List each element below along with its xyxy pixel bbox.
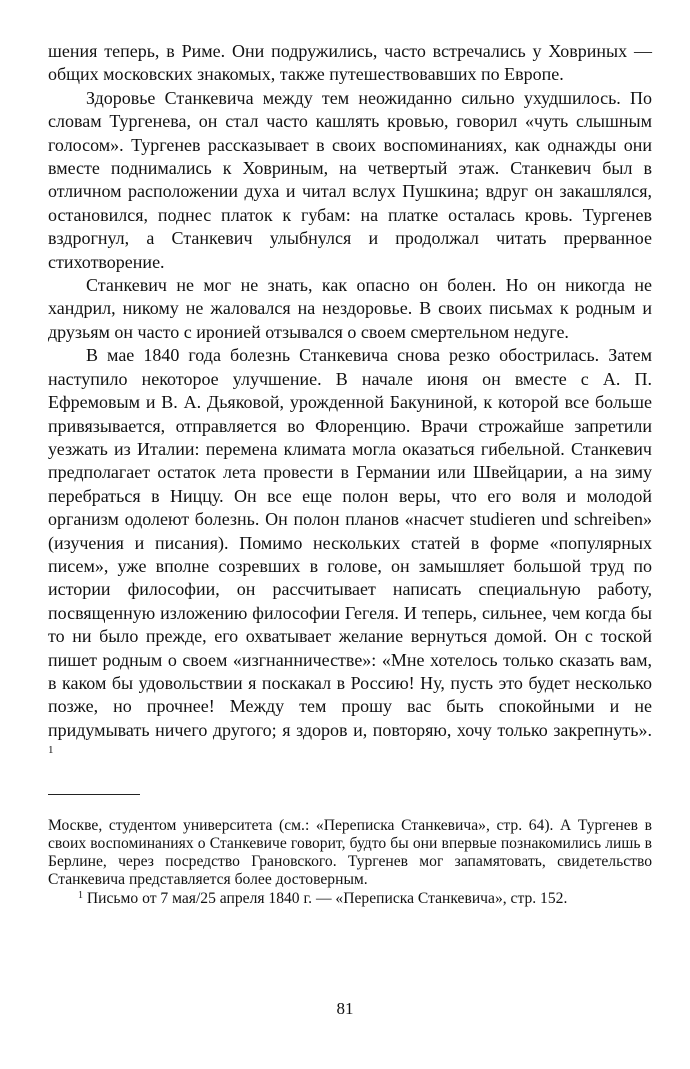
paragraph: Станкевич не мог не знать, как опасно он болен. Но он никогда не хандрил, никому не жаловался на нездоровье. В своих письмах к родным и друзьям он часто с иронией отзывался о своем смертельном недуге.: [48, 275, 652, 342]
paragraph-continued: шения теперь, в Риме. Они подружились, часто встречались у Ховриных — общих московских знакомых, также путешествовавших по Европе.: [48, 41, 652, 85]
footnote-separator: [48, 794, 140, 795]
main-text: [48, 40, 652, 766]
page: [48, 40, 652, 908]
footnote-1: [48, 890, 652, 908]
page-number: 81: [336, 999, 354, 1018]
paragraph-with-footnote: [48, 344, 652, 765]
footnote-reference: 1: [48, 744, 54, 757]
footnote-marker: 1: [78, 889, 83, 901]
footnote-continuation: Москве, студентом университета (см.: «Переписка Станкевича», стр. 64). А Тургенев в своих воспоминаниях о Станкевиче говорит, будто бы они впервые познакомились лишь в Берлине, через посредство Грановского. Тургенев мог запамятовать, свидетельство Станкевича представляется более достоверным.: [48, 816, 652, 889]
footnote-text: Письмо от 7 мая/25 апреля 1840 г. — «Переписка Станкевича», стр. 152.: [86, 889, 568, 907]
paragraph-text: В мае 1840 года болезнь Станкевича снова резко обострилась. Затем наступило некоторое улучшение. В начале июня он вместе с А. П. Ефремовым и В. А. Дьяковой, урожденной Бакуниной, к которой все больше привязывается, отправляется во Флоренцию. Врачи строжайше запретили уезжать из Италии: перемена климата могла оказаться гибельной. Станкевич предполагает остаток лета провести в Германии или Швейцарии, а на зиму перебраться в Ниццу. Он все еще полон веры, что его воля и молодой организм одолеют болезнь. Он полон планов «насчет studieren und schreiben» (изучения и писания). Помимо нескольких статей в форме «популярных писем», уже вполне созревших в голове, он замышляет большой труд по истории философии, он рассчитывает написать специальную работу, посвященную изложению философии Гегеля. И теперь, сильнее, чем когда бы то ни было прежде, его охватывает желание вернуться домой. Он с тоской пишет родным о своем «изгнанничестве»: «Мне хотелось только сказать вам, в каком бы удовольствии я поскакал в Россию! Ну, пусть это будет несколько позже, но прочнее! Между тем прошу вас быть спокойными и не придумывать ничего другого; я здоров и, повторяю, хочу только закрепнуть».: [48, 345, 652, 740]
footnotes: [48, 817, 652, 908]
paragraph: Здоровье Станкевича между тем неожиданно сильно ухудшилось. По словам Тургенева, он стал часто кашлять кровью, говорил «чуть слышным голосом». Тургенев рассказывает в своих воспоминаниях, как однажды они вместе поднимались к Ховриным, на четвертый этаж. Станкевич был в отличном расположении духа и читал вслух Пушкина; вдруг он закашлялся, остановился, поднес платок к губам: на платке осталась кровь. Тургенев вздрогнул, а Станкевич улыбнулся и продолжал читать прерванное стихотворение.: [48, 87, 652, 272]
